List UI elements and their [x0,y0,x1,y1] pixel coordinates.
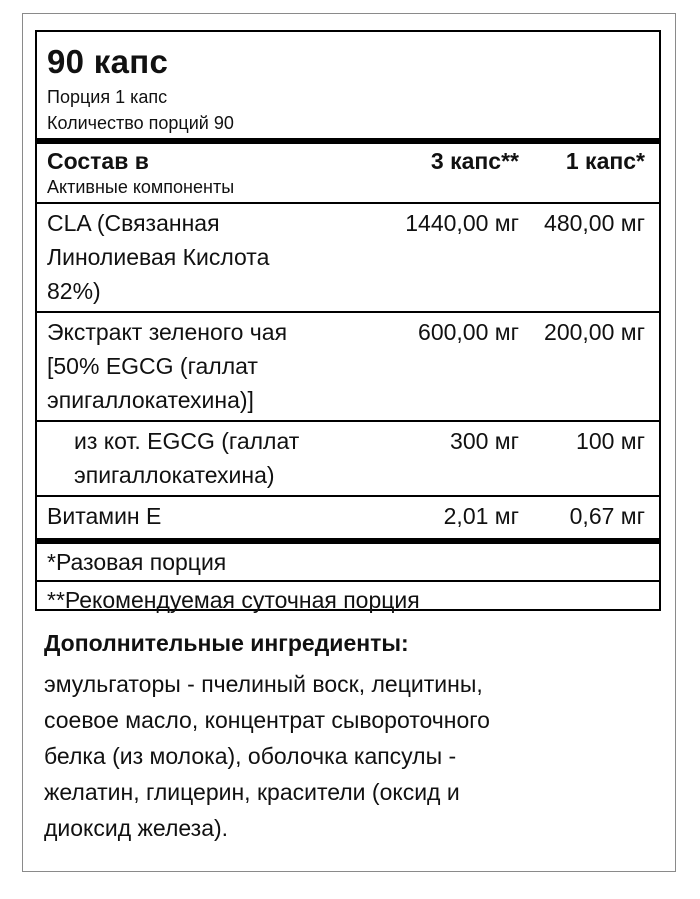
ingredient-rows [47,202,645,536]
table-row [47,313,645,420]
amount-1-cap: 100 мг [576,428,645,454]
ingredient-name [47,315,367,417]
additional-ingredients-line: соевое масло, концентрат сывороточного [44,707,490,733]
ingredient-name-line: Экстракт зеленого чая [47,319,288,345]
amount-3-caps: 300 мг [450,428,519,454]
ingredient-name [47,206,367,308]
amount-1-cap: 200,00 мг [544,319,645,345]
amount-1-cap: 0,67 мг [569,503,645,529]
table-row [47,422,645,495]
additional-ingredients-text [44,666,654,846]
amount-1-cap: 480,00 мг [544,210,645,236]
additional-ingredients-line: белка (из молока), оболочка капсулы - [44,743,457,769]
footnote: *Разовая порция [47,549,227,575]
serving-size: Порция 1 капс [47,87,168,107]
ingredient-name-line: CLA (Связанная [47,210,220,236]
ingredient-name-line: эпигаллокатехина)] [47,387,254,413]
amount-3-caps: 1440,00 мг [405,210,519,236]
additional-ingredients-line: желатин, глицерин, красители (оксид и [44,779,460,805]
ingredient-name-line: 82%) [47,278,101,304]
product-size-title: 90 капс [47,43,169,80]
header-composition: Состав в [47,148,149,174]
ingredient-name-line: Линолиевая Кислота [47,244,270,270]
additional-ingredients-line: эмульгаторы - пчелиный воск, лецитины, [44,671,483,697]
table-header [47,146,645,176]
ingredient-name-line: из кот. EGCG (галлат [74,428,300,454]
footnotes [47,538,645,618]
additional-ingredients-line: диоксид железа). [44,815,229,841]
ingredient-name-line: [50% EGCG (галлат [47,353,258,379]
supplement-facts-panel [35,30,661,611]
ingredient-name-line: эпигаллокатехина) [74,462,275,488]
additional-ingredients-title: Дополнительные ингредиенты: [44,630,409,656]
amount-3-caps: 2,01 мг [443,503,519,529]
ingredient-name-line: Витамин E [47,503,162,529]
thick-divider [37,138,659,144]
additional-ingredients [44,626,654,846]
active-components-label: Активные компоненты [47,177,235,197]
footnote: **Рекомендуемая суточная порция [47,587,420,613]
table-row [47,204,645,311]
header-3-caps: 3 капс** [430,148,519,174]
ingredient-name [47,424,367,492]
ingredient-name [47,499,367,533]
table-row [47,497,645,536]
servings-per-container: Количество порций 90 [47,113,234,133]
header-1-cap: 1 капс* [565,148,645,174]
amount-3-caps: 600,00 мг [418,319,519,345]
